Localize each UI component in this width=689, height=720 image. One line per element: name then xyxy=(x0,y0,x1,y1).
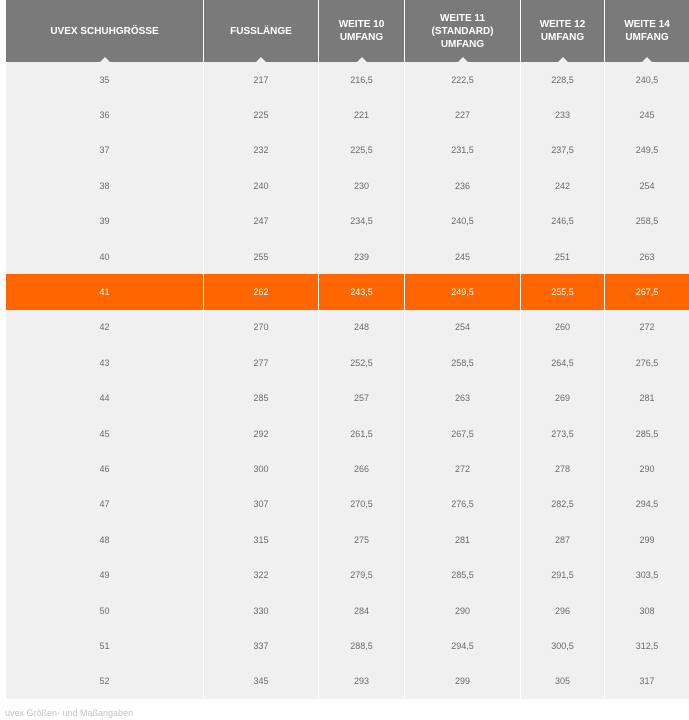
cell-width-10: 216,5 xyxy=(319,62,404,97)
cell-width-12: 305 xyxy=(521,664,604,699)
cell-width-11: 231,5 xyxy=(405,133,520,168)
header-width-14 xyxy=(605,0,689,62)
cell-width-14: 281 xyxy=(605,381,689,416)
cell-width-10: 293 xyxy=(319,664,404,699)
cell-width-10: 234,5 xyxy=(319,204,404,239)
cell-width-14: 294,5 xyxy=(605,487,689,522)
cell-width-12: 300,5 xyxy=(521,628,604,663)
cell-width-11: 276,5 xyxy=(405,487,520,522)
header-width-11 xyxy=(405,0,520,62)
cell-shoe-size: 45 xyxy=(6,416,203,451)
cell-shoe-size: 36 xyxy=(6,97,203,132)
cell-shoe-size: 50 xyxy=(6,593,203,628)
cell-shoe-size: 47 xyxy=(6,487,203,522)
header-shoe-size xyxy=(6,0,203,62)
cell-width-12: 291,5 xyxy=(521,557,604,592)
cell-width-10: 221 xyxy=(319,97,404,132)
cell-width-12: 296 xyxy=(521,593,604,628)
cell-width-10: 284 xyxy=(319,593,404,628)
cell-foot-length: 225 xyxy=(204,97,318,132)
cell-width-11: 240,5 xyxy=(405,204,520,239)
table-row xyxy=(6,628,689,663)
cell-width-14: 258,5 xyxy=(605,204,689,239)
cell-width-10: 239 xyxy=(319,239,404,274)
cell-width-12: 251 xyxy=(521,239,604,274)
cell-width-12: 260 xyxy=(521,310,604,345)
cell-width-14: 299 xyxy=(605,522,689,557)
cell-width-12: 233 xyxy=(521,97,604,132)
cell-foot-length: 262 xyxy=(204,274,318,309)
header-label: WEITE 11 (STANDARD) UMFANG xyxy=(431,12,494,50)
cell-width-11: 245 xyxy=(405,239,520,274)
cell-shoe-size: 39 xyxy=(6,204,203,239)
cell-width-14: 249,5 xyxy=(605,133,689,168)
header-label: WEITE 10 UMFANG xyxy=(338,19,385,43)
cell-width-14: 303,5 xyxy=(605,557,689,592)
cell-width-14: 285,5 xyxy=(605,416,689,451)
cell-width-10: 243,5 xyxy=(319,274,404,309)
cell-width-12: 255,5 xyxy=(521,274,604,309)
header-notch-icon xyxy=(557,57,569,63)
table-row xyxy=(6,522,689,557)
cell-width-10: 257 xyxy=(319,381,404,416)
table-row xyxy=(6,97,689,132)
cell-width-12: 246,5 xyxy=(521,204,604,239)
cell-foot-length: 292 xyxy=(204,416,318,451)
cell-shoe-size: 35 xyxy=(6,62,203,97)
cell-width-11: 236 xyxy=(405,168,520,203)
cell-width-10: 252,5 xyxy=(319,345,404,380)
header-label: WEITE 12 UMFANG xyxy=(539,19,586,43)
cell-shoe-size: 37 xyxy=(6,133,203,168)
cell-width-11: 267,5 xyxy=(405,416,520,451)
cell-width-14: 245 xyxy=(605,97,689,132)
cell-width-10: 261,5 xyxy=(319,416,404,451)
table-row xyxy=(6,168,689,203)
cell-shoe-size: 51 xyxy=(6,628,203,663)
header-width-12 xyxy=(521,0,604,62)
cell-width-10: 248 xyxy=(319,310,404,345)
cell-width-12: 278 xyxy=(521,451,604,486)
cell-width-10: 270,5 xyxy=(319,487,404,522)
header-foot-length xyxy=(204,0,318,62)
table-row xyxy=(6,593,689,628)
cell-shoe-size: 44 xyxy=(6,381,203,416)
cell-width-14: 272 xyxy=(605,310,689,345)
cell-foot-length: 330 xyxy=(204,593,318,628)
cell-width-12: 269 xyxy=(521,381,604,416)
cell-width-11: 294,5 xyxy=(405,628,520,663)
header-label: UVEX SCHUHGRÖSSE xyxy=(50,25,159,37)
table-row xyxy=(6,487,689,522)
cell-width-10: 279,5 xyxy=(319,557,404,592)
cell-foot-length: 270 xyxy=(204,310,318,345)
header-label: FUSSLÄNGE xyxy=(230,25,292,37)
cell-width-12: 287 xyxy=(521,522,604,557)
cell-foot-length: 255 xyxy=(204,239,318,274)
cell-width-12: 282,5 xyxy=(521,487,604,522)
table-row xyxy=(6,239,689,274)
cell-width-14: 254 xyxy=(605,168,689,203)
table-row xyxy=(6,274,689,309)
header-notch-icon xyxy=(641,57,653,63)
cell-width-11: 272 xyxy=(405,451,520,486)
cell-width-11: 263 xyxy=(405,381,520,416)
table-row xyxy=(6,664,689,699)
cell-width-10: 275 xyxy=(319,522,404,557)
cell-width-11: 285,5 xyxy=(405,557,520,592)
cell-foot-length: 285 xyxy=(204,381,318,416)
cell-width-11: 299 xyxy=(405,664,520,699)
cell-width-11: 222,5 xyxy=(405,62,520,97)
table-header xyxy=(6,0,689,62)
cell-width-11: 290 xyxy=(405,593,520,628)
cell-shoe-size: 48 xyxy=(6,522,203,557)
cell-foot-length: 322 xyxy=(204,557,318,592)
cell-width-14: 267,5 xyxy=(605,274,689,309)
cell-foot-length: 232 xyxy=(204,133,318,168)
cell-width-14: 276,5 xyxy=(605,345,689,380)
header-width-10 xyxy=(319,0,404,62)
cell-width-12: 264,5 xyxy=(521,345,604,380)
cell-foot-length: 337 xyxy=(204,628,318,663)
cell-foot-length: 247 xyxy=(204,204,318,239)
table-row xyxy=(6,204,689,239)
table-row xyxy=(6,451,689,486)
header-notch-icon xyxy=(255,57,267,63)
cell-width-11: 249,5 xyxy=(405,274,520,309)
cell-width-14: 263 xyxy=(605,239,689,274)
cell-foot-length: 240 xyxy=(204,168,318,203)
table-row xyxy=(6,310,689,345)
cell-width-12: 228,5 xyxy=(521,62,604,97)
header-label: WEITE 14 UMFANG xyxy=(624,19,670,43)
cell-width-12: 273,5 xyxy=(521,416,604,451)
table-row xyxy=(6,62,689,97)
cell-width-12: 242 xyxy=(521,168,604,203)
cell-shoe-size: 52 xyxy=(6,664,203,699)
cell-width-11: 254 xyxy=(405,310,520,345)
table-row xyxy=(6,345,689,380)
cell-foot-length: 300 xyxy=(204,451,318,486)
cell-width-10: 288,5 xyxy=(319,628,404,663)
table-row xyxy=(6,416,689,451)
header-row xyxy=(6,0,689,62)
table-row xyxy=(6,557,689,592)
header-notch-icon xyxy=(356,57,368,63)
cell-width-14: 317 xyxy=(605,664,689,699)
cell-foot-length: 345 xyxy=(204,664,318,699)
cell-foot-length: 277 xyxy=(204,345,318,380)
cell-width-10: 230 xyxy=(319,168,404,203)
cell-width-14: 290 xyxy=(605,451,689,486)
cell-shoe-size: 38 xyxy=(6,168,203,203)
cell-shoe-size: 42 xyxy=(6,310,203,345)
cell-width-10: 266 xyxy=(319,451,404,486)
header-notch-icon xyxy=(99,57,111,63)
cell-width-11: 258,5 xyxy=(405,345,520,380)
cell-width-10: 225,5 xyxy=(319,133,404,168)
table-body xyxy=(6,62,689,699)
cell-width-14: 308 xyxy=(605,593,689,628)
cell-shoe-size: 40 xyxy=(6,239,203,274)
cell-width-12: 237,5 xyxy=(521,133,604,168)
cell-shoe-size: 46 xyxy=(6,451,203,486)
cell-width-11: 281 xyxy=(405,522,520,557)
table-row xyxy=(6,133,689,168)
size-table xyxy=(5,0,689,699)
cell-foot-length: 217 xyxy=(204,62,318,97)
cell-shoe-size: 49 xyxy=(6,557,203,592)
cell-foot-length: 315 xyxy=(204,522,318,557)
cell-width-11: 227 xyxy=(405,97,520,132)
table-caption: uvex Größen- und Maßangaben xyxy=(5,708,134,718)
cell-foot-length: 307 xyxy=(204,487,318,522)
cell-width-14: 312,5 xyxy=(605,628,689,663)
table-row xyxy=(6,381,689,416)
cell-width-14: 240,5 xyxy=(605,62,689,97)
cell-shoe-size: 41 xyxy=(6,274,203,309)
header-notch-icon xyxy=(457,57,469,63)
cell-shoe-size: 43 xyxy=(6,345,203,380)
